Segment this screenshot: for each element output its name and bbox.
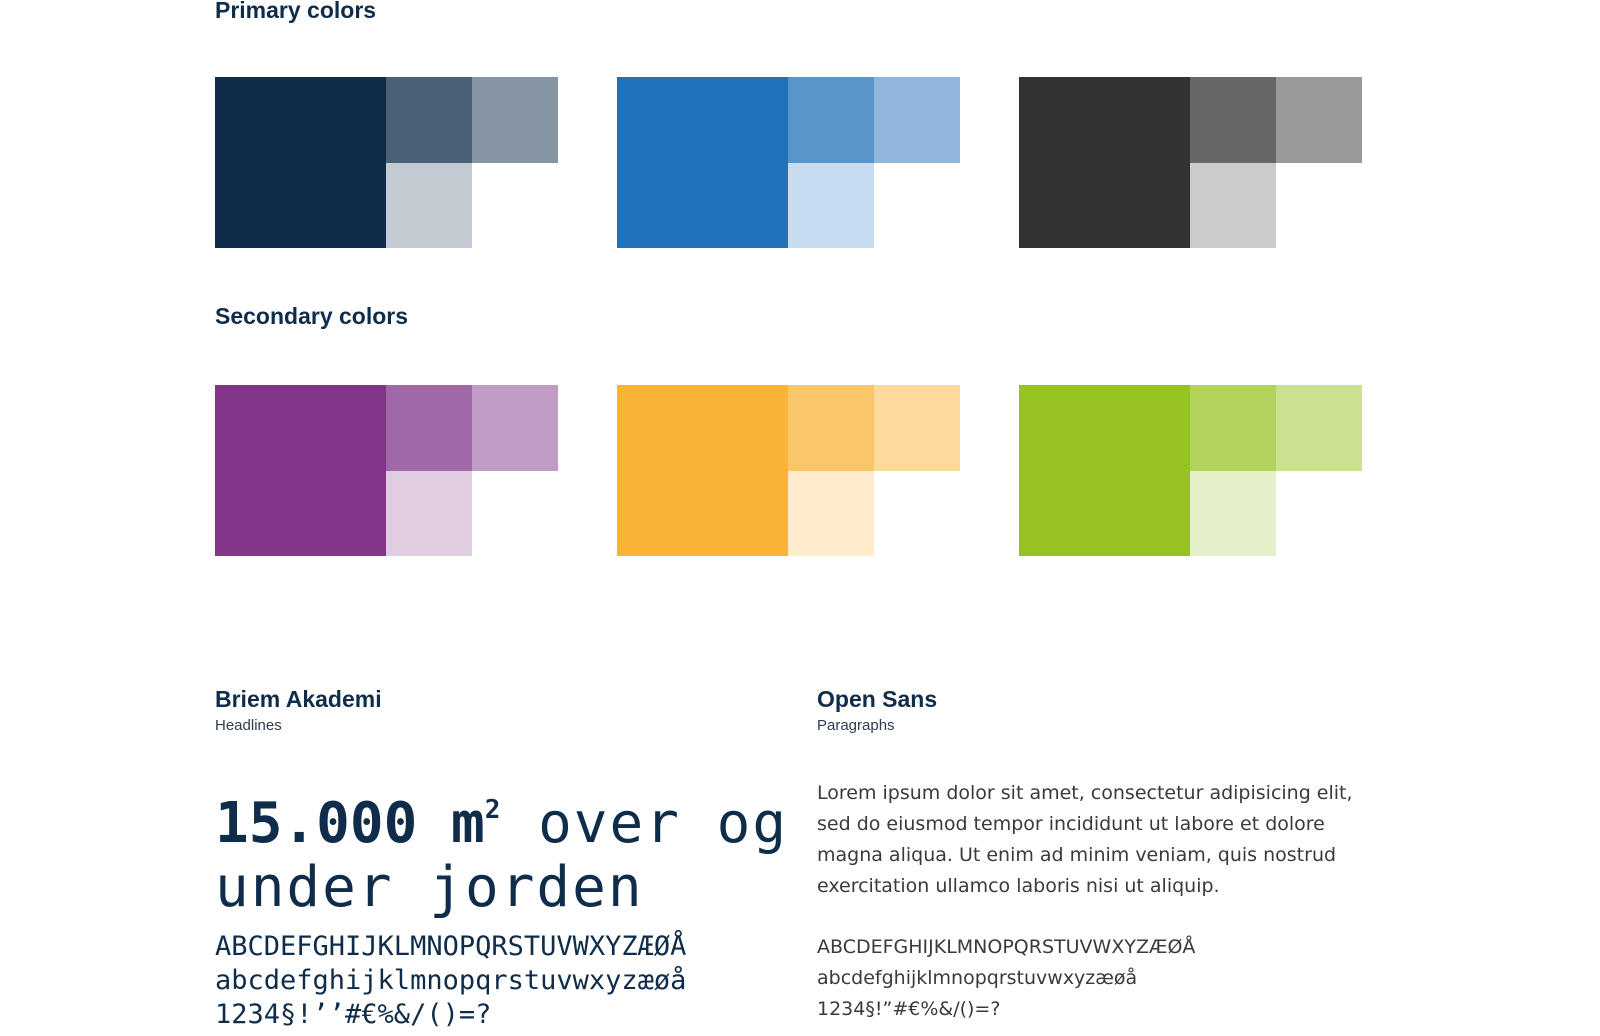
glyph-line-lowercase: abcdefghijklmnopqrstuvwxyzæøå (817, 967, 1138, 989)
headline-sample-line-1 (215, 778, 788, 856)
glyph-line-numerals: 1234§!’’#€%&/()=? (215, 999, 492, 1030)
color-swatch-tint-3 (1190, 163, 1276, 248)
secondary-colors-heading: Secondary colors (215, 303, 409, 329)
color-swatch-tint-1 (788, 385, 874, 471)
color-swatch-tint-2 (1276, 77, 1362, 163)
color-swatch-tint-1 (788, 77, 874, 163)
glyph-line-uppercase: ABCDEFGHIJKLMNOPQRSTUVWXYZÆØÅ (817, 936, 1196, 958)
primary-palette-navy (215, 77, 558, 248)
glyph-line-numerals: 1234§!”#€%&/()=? (817, 998, 1001, 1020)
paragraph-font-name: Open Sans (817, 686, 938, 712)
headline-font-usage: Headlines (215, 717, 282, 734)
color-swatch-tint-2 (472, 385, 558, 471)
paragraph-font-sample: Lorem ipsum dolor sit amet, consectetur adipisicing elit, sed do eiusmod tempor incididunt ut labore et dolore magna aliqua. Ut enim ad minim veniam, quis nostrud exercitation ullamco laboris nisi ut aliquip. (817, 782, 1353, 897)
color-swatch-main (1019, 385, 1190, 556)
color-swatch-main (1019, 77, 1190, 248)
glyph-line-uppercase: ABCDEFGHIJKLMNOPQRSTUVWXYZÆØÅ (215, 931, 687, 962)
color-swatch-main (617, 77, 788, 248)
color-swatch-tint-1 (1190, 385, 1276, 471)
color-swatch-tint-2 (472, 77, 558, 163)
glyph-line-lowercase: abcdefghijklmnopqrstuvwxyzæøå (215, 965, 687, 996)
color-swatch-tint-3 (788, 163, 874, 248)
color-swatch-tint-1 (386, 385, 472, 471)
primary-colors-heading: Primary colors (215, 0, 377, 23)
headline-glyph-set (215, 930, 686, 1032)
color-swatch-tint-2 (874, 77, 960, 163)
secondary-palette-orange (617, 385, 960, 556)
color-swatch-tint-2 (874, 385, 960, 471)
color-swatch-main (617, 385, 788, 556)
color-swatch-tint-3 (386, 163, 472, 248)
primary-palette-blue (617, 77, 960, 248)
color-swatch-main (215, 385, 386, 556)
color-swatch-main (215, 77, 386, 248)
color-swatch-tint-1 (1190, 77, 1276, 163)
secondary-palette-green (1019, 385, 1362, 556)
color-swatch-tint-3 (386, 471, 472, 556)
paragraph-glyph-set (817, 932, 1195, 1025)
color-swatch-tint-2 (1276, 385, 1362, 471)
color-swatch-tint-3 (1190, 471, 1276, 556)
headline-sample-rest: over og (502, 791, 789, 856)
primary-palette-gray (1019, 77, 1362, 248)
headline-sample-bold: 15.000 m (215, 791, 485, 856)
headline-sample-superscript: 2 (484, 795, 503, 825)
color-swatch-tint-1 (386, 77, 472, 163)
color-swatch-tint-3 (788, 471, 874, 556)
headline-font-name: Briem Akademi (215, 686, 382, 712)
paragraph-font-usage: Paragraphs (817, 717, 895, 734)
headline-sample-line-2: under jorden (215, 855, 644, 920)
secondary-palette-purple (215, 385, 558, 556)
headline-font-sample (215, 778, 788, 920)
